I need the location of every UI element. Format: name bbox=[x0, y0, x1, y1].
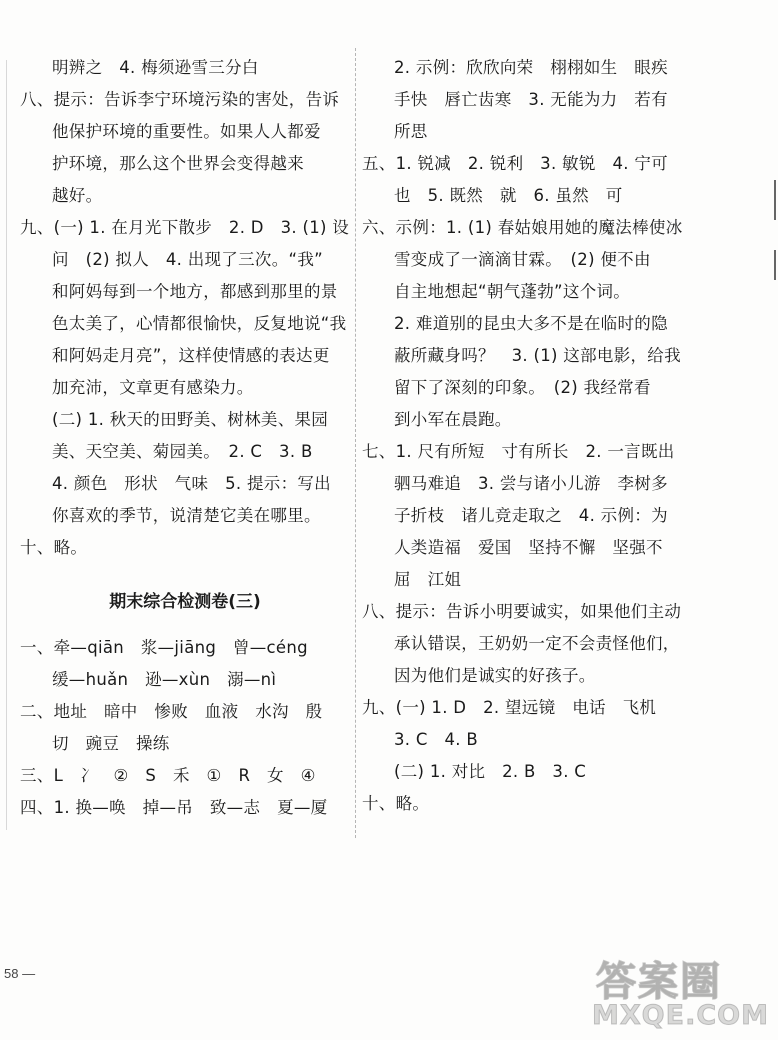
text-line: 因为他们是诚实的好孩子。 bbox=[394, 666, 596, 685]
text-line: 自主地想起“朝气蓬勃”这个词。 bbox=[394, 282, 631, 301]
text-line: 所思 bbox=[394, 122, 428, 141]
watermark-url: MXQE.COM bbox=[592, 1000, 769, 1031]
text-line: 驷马难追 3. 尝与诸小儿游 李树多 bbox=[394, 474, 668, 493]
text-line: 缓—huǎn 逊—xùn 溺—nì bbox=[52, 670, 277, 689]
watermark-logo bbox=[576, 950, 772, 1036]
section-title: 期末综合检测卷(三) bbox=[109, 592, 261, 612]
text-line: 2. 难道别的昆虫大多不是在临时的隐 bbox=[394, 314, 668, 333]
question-6: 六、示例：1. (1) 春姑娘用她的魔法棒使冰 bbox=[362, 218, 683, 237]
text-line: 屈 江姐 bbox=[394, 570, 462, 589]
question-2: 二、地址 暗中 惨败 血液 水沟 殷 bbox=[20, 702, 323, 721]
text-line: (二) 1. 秋天的田野美、树林美、果园 bbox=[52, 410, 329, 429]
text-line: 手快 唇亡齿寒 3. 无能为力 若有 bbox=[394, 90, 668, 109]
text-line: 色太美了，心情都很愉快，反复地说“我 bbox=[52, 314, 347, 333]
text-line: 雪变成了一滴滴甘霖。 (2) 便不由 bbox=[394, 250, 651, 269]
watermark-text: 答案圈 bbox=[596, 959, 722, 1005]
text-line: 和阿妈每到一个地方，都感到那里的景 bbox=[52, 282, 338, 301]
right-column bbox=[362, 52, 692, 820]
left-column bbox=[20, 52, 350, 824]
text-line: 3. C 4. B bbox=[394, 730, 479, 749]
column-divider bbox=[355, 48, 356, 838]
question-1: 一、牵—qiān 浆—jiāng 曾—céng bbox=[20, 638, 308, 657]
question-9: 九、(一) 1. 在月光下散步 2. D 3. (1) 设 bbox=[20, 218, 350, 237]
question-10: 十、略。 bbox=[362, 794, 430, 813]
text-line: 切 豌豆 操练 bbox=[52, 734, 170, 753]
question-7: 七、1. 尺有所短 寸有所长 2. 一言既出 bbox=[362, 442, 675, 461]
question-8: 八、提示：告诉小明要诚实，如果他们主动 bbox=[362, 602, 682, 621]
question-3: 三、L 冫 ② S 禾 ① R 女 ④ bbox=[20, 766, 316, 785]
text-line: 到小军在晨跑。 bbox=[394, 410, 512, 429]
question-4: 四、1. 换—唤 掉—吊 致—志 夏—厦 bbox=[20, 798, 328, 817]
question-9: 九、(一) 1. D 2. 望远镜 电话 飞机 bbox=[362, 698, 657, 717]
text-line: (二) 1. 对比 2. B 3. C bbox=[394, 762, 587, 781]
page-number: 58 — bbox=[4, 966, 36, 981]
text-line: 留下了深刻的印象。 (2) 我经常看 bbox=[394, 378, 651, 397]
question-5: 五、1. 锐减 2. 锐利 3. 敏锐 4. 宁可 bbox=[362, 154, 668, 173]
text-line: 蔽所藏身吗？ 3. (1) 这部电影，给我 bbox=[394, 346, 681, 365]
text-line: 也 5. 既然 就 6. 虽然 可 bbox=[394, 186, 623, 205]
text-line: 明辨之 4. 梅须逊雪三分白 bbox=[52, 58, 259, 77]
page-left-edge bbox=[6, 60, 7, 830]
text-line: 4. 颜色 形状 气味 5. 提示：写出 bbox=[52, 474, 331, 493]
text-line: 问 (2) 拟人 4. 出现了三次。“我” bbox=[52, 250, 324, 269]
text-line: 2. 示例：欣欣向荣 栩栩如生 眼疾 bbox=[394, 58, 668, 77]
scan-edge-mark bbox=[774, 250, 776, 280]
text-line: 加充沛，文章更有感染力。 bbox=[52, 378, 254, 397]
question-10: 十、略。 bbox=[20, 538, 88, 557]
text-line: 你喜欢的季节，说清楚它美在哪里。 bbox=[52, 506, 321, 525]
text-line: 美、天空美、菊园美。 2. C 3. B bbox=[52, 442, 313, 461]
text-line: 人类造福 爱国 坚持不懈 坚强不 bbox=[394, 538, 663, 557]
question-8: 八、提示：告诉李宁环境污染的害处，告诉 bbox=[20, 90, 340, 109]
text-line: 护环境，那么这个世界会变得越来 bbox=[52, 154, 304, 173]
scan-edge-mark bbox=[774, 180, 776, 220]
text-line: 承认错误，王奶奶一定不会责怪他们， bbox=[394, 634, 680, 653]
text-line: 越好。 bbox=[52, 186, 103, 205]
text-line: 子折枝 诸儿竞走取之 4. 示例：为 bbox=[394, 506, 668, 525]
text-line: 他保护环境的重要性。如果人人都爱 bbox=[52, 122, 321, 141]
text-line: 和阿妈走月亮”，这样使情感的表达更 bbox=[52, 346, 330, 365]
